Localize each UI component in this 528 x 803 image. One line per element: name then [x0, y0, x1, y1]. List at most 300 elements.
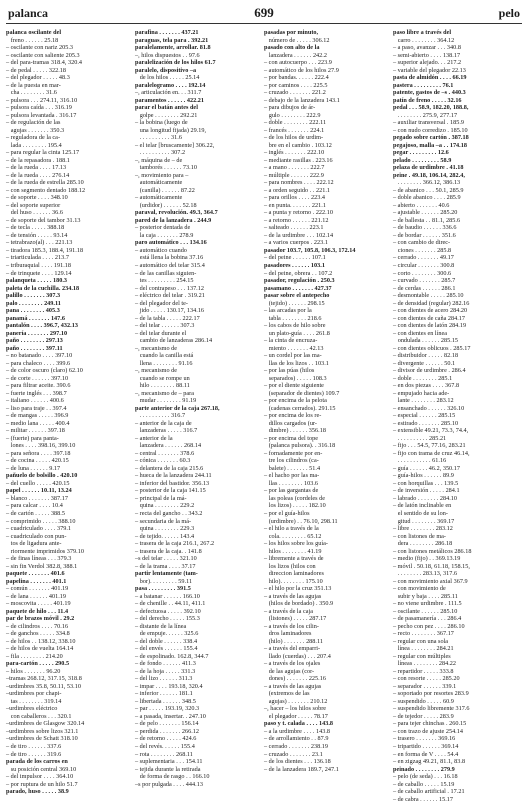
dictionary-entry: – con autocuerpo . . . 223.9	[264, 59, 332, 67]
dictionary-entry: – anterior de la caja de	[135, 419, 192, 427]
dictionary-entry: paso libre a través del	[393, 29, 452, 36]
dictionary-entry: partir lentamente (tam-	[135, 570, 198, 578]
dictionary-entry: – circular . . . . . . . 300.8	[393, 261, 455, 269]
dictionary-entry: – divisor de urdimbre . 286.4	[393, 367, 466, 375]
dictionary-entry: hilo). . . . . . . . 175.10	[264, 577, 323, 585]
dictionary-entry: ciones . . . . . . . 285.8	[393, 246, 452, 254]
dictionary-entry: – de la tabla . . . . . 222.17	[135, 314, 200, 322]
dictionary-entry: del huso . . . . . . 36.6	[6, 209, 63, 217]
dictionary-entry: – de la hoja . . . . . 331.3	[135, 667, 196, 675]
dictionary-entry: – para chaleco . . . . 399.6	[6, 359, 71, 367]
dictionary-entry: – con dientes de caña 284.17	[393, 314, 466, 322]
dictionary-entry: patente, gastos de –s . 440.3	[393, 89, 466, 97]
dictionary-entry: – de tejido. . . . . . 143.4	[135, 532, 195, 540]
dictionary-entry: tabla . . . . . . . . 218.6	[264, 314, 322, 322]
dictionary-entry: – de arrollamiento . . 87.9	[264, 735, 329, 743]
dictionary-entry: – triburaquial . . . . 191.18	[6, 261, 72, 269]
dictionary-entry: – de lana . . . . . . 401.19	[6, 592, 67, 600]
dictionary-entry: – de latón inclinable en	[393, 502, 452, 510]
dictionary-entry: cola. . . . . . . . . 65.12	[264, 532, 322, 540]
dictionary-entry: de las agujas (cor-	[264, 667, 315, 675]
dictionary-entry: – a orden seguido . . 221.1	[264, 186, 331, 194]
dictionary-entry: pegajoso, malla –a . . 174.18	[393, 141, 467, 149]
dictionary-entry: – de retorno . . . . . 424.6	[135, 735, 197, 743]
dictionary-entry: – medio lana . . . . . 400.4	[6, 419, 70, 427]
dictionary-entry: – inferior . . . . . . 181.1	[135, 690, 193, 698]
dictionary-entry: – a batanar . . . . . . 166.10	[135, 592, 200, 600]
dictionary-entry: dimbre) . . . . . . 356.18	[264, 427, 326, 435]
dictionary-entry: lante . . . . . . . . 283.12	[393, 397, 454, 405]
dictionary-entry: – a través de las agujas	[264, 682, 322, 690]
dictionary-entry: – distante de la línea	[135, 622, 187, 630]
dictionary-entry: paralelogramo . . . . 192.14	[135, 81, 206, 89]
dictionary-entry: – hueca de la lanzadera 244.11	[135, 472, 212, 480]
dictionary-entry: cuando la canilla está	[135, 352, 194, 360]
dictionary-entry: – posterior dentada de	[135, 224, 191, 232]
dictionary-entry: (extremos de las	[264, 690, 310, 698]
dictionary-entry: –s del telar . . . . . 321.10	[135, 555, 197, 563]
dictionary-entry: – de mangas . . . . . 396.9	[6, 412, 69, 420]
dictionary-entry: – a mano . . . . . . . 222.7	[264, 164, 325, 172]
dictionary-entry: paralelo, dispositivo –a	[135, 66, 197, 74]
dictionary-entry: paraguas, tela para . 392.21	[135, 36, 209, 44]
dictionary-entry: – divergente . . . . . . 50.1	[393, 359, 456, 367]
column-3	[264, 29, 390, 773]
dictionary-entry: – militar . . . . . . 397.18	[6, 427, 65, 435]
dictionary-entry: gitud . . . . . . . . 369.17	[393, 517, 455, 525]
dictionary-entry: llas . . . . . . . . 103.6	[264, 479, 319, 487]
dictionary-entry: – de cocina . . . . . 420.15	[6, 457, 69, 465]
dictionary-entry: – del peine, obrera . . 107.2	[264, 269, 333, 277]
dictionary-entry: – de la repasadora . 188.1	[6, 156, 70, 164]
dictionary-entry: paralelización de los hilos 61.7	[135, 59, 216, 67]
dictionary-entry: – del para-tramas 318.4, 320.4	[6, 59, 83, 67]
dictionary-entry: . . . . . . . . . . 31.6	[135, 134, 182, 142]
dictionary-entry: – de hilos de vuelta 164.14	[6, 645, 74, 653]
dictionary-entry: – blanco . . . . . . . 387.17	[6, 494, 68, 502]
dictionary-entry: pedal . . . 58.9, 182.20, 188.8,	[393, 104, 469, 112]
dictionary-entry: – fijo con trama de cruz 46.14,	[393, 449, 470, 457]
dictionary-entry: – oscilante con saliente 205.3	[6, 51, 80, 59]
dictionary-entry: mudar . . . . . . . . 91.19	[135, 397, 197, 405]
dictionary-entry: pasadas por minuto,	[264, 29, 319, 36]
dictionary-entry: – con nudo corredizo . 185.10	[393, 126, 468, 134]
dictionary-entry: pegado sobre cartón . 387.18	[393, 134, 469, 142]
dictionary-entry: quina . . . . . . . . 229.3	[135, 525, 195, 533]
dictionary-entry: para-cartón . . . . . 290.5	[6, 660, 70, 668]
column-1	[6, 29, 132, 796]
dictionary-entry: –, mecanismo de	[135, 367, 178, 375]
dictionary-entry: separados) . . . . . 108.3	[264, 374, 327, 382]
dictionary-entry: – extensible 49.21, 73.3, 74.4,	[393, 427, 469, 435]
dictionary-entry: paquete de hilo . . . 11.4	[6, 607, 69, 615]
dictionary-entry: – doble . . . . . . . . 285.1	[393, 374, 453, 382]
dictionary-entry: – de inversión . . . . . 284.1	[393, 487, 460, 495]
dictionary-entry: – reguladora de la ca-	[6, 134, 61, 142]
dictionary-entry: patín de freno . . . . . 32.16	[393, 96, 462, 104]
dictionary-entry: – cruzado . . . . . . . 23.1	[264, 750, 323, 758]
dictionary-entry: – doble . . . . . . . . 222.11	[264, 119, 327, 127]
dictionary-entry: – de ballesta . . 81.1, 285.6	[393, 216, 461, 224]
dictionary-entry: (tejido) . . . . . . 298.15	[264, 299, 325, 307]
dictionary-entry: – los hilos sobre los guía-	[264, 540, 328, 548]
dictionary-entry: parar el batán antes del	[135, 104, 198, 112]
dictionary-entry: pasadores . . . . . . 103.1	[264, 261, 325, 269]
dictionary-entry: paro automático . . . 134.16	[135, 239, 207, 247]
dictionary-entry: – pecho con pez . . . . 286.10	[393, 622, 465, 630]
dictionary-entry: – en punta. . . . . . . 221.1	[264, 201, 326, 209]
dictionary-entry: – fijo . . . 54.5, 77.16, 283.21	[393, 442, 466, 450]
dictionary-entry: –, mecanismo de – para	[135, 389, 195, 397]
dictionary-entry: – par . . . . . 193.19, 320.3	[135, 705, 200, 713]
dictionary-entry: – a través del emparri-	[264, 645, 321, 653]
dictionary-entry: –urdimbres eléctrico	[6, 705, 58, 713]
dictionary-entry: – recto . . . . . . . . 367.17	[393, 630, 454, 638]
dictionary-entry: automáticamente	[135, 179, 183, 187]
dictionary-entry: llena . . . . . . . . 91.16	[135, 359, 193, 367]
dictionary-entry: con caballeros . . . 320.1	[6, 712, 72, 720]
dictionary-entry: – suspendido libremente 317.6	[393, 705, 470, 713]
dictionary-entry: – con trazo de ajuste 254.14	[393, 727, 463, 735]
dictionary-entry: pelaza de urdimbre . 41.18	[393, 164, 464, 172]
dictionary-entry: – pelo (de seda) . . . 16.18	[393, 773, 458, 781]
dictionary-entry: llas de los lizos . . 103.1	[264, 359, 329, 367]
dictionary-entry: – eléctrico del telar . 319.21	[135, 292, 205, 300]
dictionary-entry: – a varios cuerpos . 223.1	[264, 239, 328, 247]
dictionary-entry: – regular con una sola	[393, 637, 449, 645]
dictionary-entry: – con listones metálicos 286.18	[393, 547, 472, 555]
dictionary-entry: – de hilos . . 138.12, 338.10	[6, 637, 76, 645]
dictionary-entry: pelado . . . . . . . . . 58.9	[393, 156, 452, 164]
dictionary-entry: – del telar durante el	[135, 329, 187, 337]
dictionary-entry: – común . . . . . . . 401.19	[6, 585, 69, 593]
dictionary-entry: . . . . . . . . . . 316.7	[135, 412, 186, 420]
dictionary-entry: . . . . . . . . . . 307.2	[135, 149, 186, 157]
dictionary-entry: – perdida . . . . . . . 266.12	[135, 727, 200, 735]
dictionary-entry: – por bandas. . . . . . 222.4	[264, 74, 329, 82]
dictionary-entry: – trasero . . . . . . . 369.16	[393, 735, 456, 743]
dictionary-entry: – cerrado . . . . . . . 49.17	[393, 254, 454, 262]
dictionary-entry: – sin fin Verdol 382.8, 388.1	[6, 562, 78, 570]
dictionary-entry: – regular con múltiples	[393, 652, 451, 660]
dictionary-entry: un plato-guía . . . . 261.8	[264, 329, 330, 337]
dictionary-entry: línea . . . . . . . . 284.21	[393, 645, 454, 653]
dictionary-entry: pasador, regulación . 250.3	[264, 277, 335, 285]
dictionary-entry: – de tecla . . . . . 388.18	[6, 224, 65, 232]
dictionary-entry: – defectuosa . . . . . 392.10	[135, 607, 201, 615]
dictionary-entry: el sentido de su lon-	[393, 510, 448, 517]
dictionary-entry: – con cambio de direc-	[393, 239, 451, 247]
dictionary-entry: pastera . . . . . . . . . 76.1	[393, 81, 454, 89]
dictionary-entry: – guía-hilos . . . . . . 89.9	[393, 472, 454, 480]
dictionary-entry: – con dientes de acero 284.20	[393, 307, 468, 315]
dictionary-entry: – con horquillas . . . 139.5	[393, 479, 459, 487]
dictionary-entry: – separador . . . . . . 339.1	[393, 682, 457, 690]
dictionary-entry: – impar . . . . 193.18, 320.4	[135, 682, 203, 690]
dictionary-entry: – corto . . . . . . . . 300.6	[393, 269, 452, 277]
dictionary-entry: – fornadamente por en-	[264, 449, 323, 457]
dictionary-entry: (palanca pulsora). . 316.18	[264, 442, 336, 450]
header-left-guide-word: palanca	[8, 6, 49, 20]
dictionary-entry: lanzadera . . . . . . 242.2	[264, 51, 327, 59]
dictionary-entry: dillos cargados (ur-	[264, 419, 317, 427]
dictionary-columns	[6, 29, 522, 803]
dictionary-entry: tamborés . . . . . . 73.10	[135, 164, 197, 172]
dictionary-entry: – con listones de ma-	[393, 532, 447, 540]
dictionary-entry: – por las gargantas de	[264, 487, 319, 495]
dictionary-entry: – móvil . 50.18, 61.18, 158.15,	[393, 562, 470, 570]
dictionary-entry: – un cordel por las ma-	[264, 352, 322, 360]
dictionary-entry: panamá . . . . . . . 147.6	[6, 314, 65, 322]
dictionary-entry: – el hilo por la cruz 351.13	[264, 585, 332, 593]
dictionary-entry: – por encima de la pelota	[264, 397, 327, 405]
dictionary-entry: – debajo de la lanzadera 143.1	[264, 96, 340, 104]
dictionary-entry: pasamano . . . . . . . 427.37	[264, 284, 332, 292]
dictionary-entry: – especial . . . . . . 285.15	[393, 412, 456, 420]
dictionary-entry: paso y t. calada . . . . 143.8	[264, 720, 334, 728]
page-number: 699	[254, 5, 274, 20]
dictionary-entry: – el hilo a través de la	[264, 525, 319, 533]
dictionary-entry: – en zigzag 49.21, 81.1, 83.8	[393, 758, 466, 766]
dictionary-entry: – del telar . . . . . . 307.3	[135, 322, 195, 330]
dictionary-entry: – de densidad (regular) 282.16	[393, 299, 470, 307]
dictionary-entry: – con dientes en línea	[393, 329, 448, 337]
dictionary-entry: de empuje. . . . . . 325.6	[135, 630, 199, 638]
dictionary-entry: las poleas (cordeles de	[264, 494, 325, 502]
dictionary-entry: (urdimbre) . . 76.10, 298.11	[264, 517, 338, 525]
dictionary-entry: par de brazos móvil . 29.2	[6, 615, 75, 623]
dictionary-entry: – del envés . . . . . . 155.4	[135, 645, 198, 653]
dictionary-entry: – de ganchos . . . . . 334.8	[6, 630, 70, 638]
dictionary-entry: – liso para traje . . 397.4	[6, 404, 67, 412]
dictionary-entry: – de corte . . . . . . 397.10	[6, 374, 69, 382]
dictionary-entry: – con movimiento axial 367.9	[393, 577, 468, 585]
dictionary-entry: agujas . . . . . . . 350.3	[6, 126, 65, 134]
dictionary-entry: – las arcadas por la	[264, 307, 312, 315]
dictionary-entry: – del soporte superior	[6, 201, 61, 209]
dictionary-entry: –urdimbres 35.8, 50.11, 53.10	[6, 682, 81, 690]
dictionary-entry: pasar sobre el antepecho	[264, 292, 330, 300]
dictionary-entry: – de tiro . . . . . . 337.6	[6, 742, 62, 750]
dictionary-entry: – de las canillas siguien-	[135, 269, 197, 277]
dictionary-entry: – de caballo . . . . . 15.19	[393, 780, 455, 788]
dictionary-entry: – fuerte inglés . . . 398.7	[6, 389, 67, 397]
dictionary-entry: – de abanico . . . 50.1, 285.9	[393, 186, 464, 194]
dictionary-entry: – por las púas (hilos	[264, 367, 315, 375]
dictionary-entry: una longitud fijada) 29.19,	[135, 126, 207, 134]
dictionary-entry: – de caballo artificial . 17.21	[393, 788, 465, 796]
dictionary-entry: – de baudio . . . . . . 336.6	[393, 224, 457, 232]
dictionary-entry: – tiradora 185.3, 188.4, 191.18	[6, 246, 84, 254]
dictionary-entry: – moscovita . . . . . 401.19	[6, 600, 71, 608]
dictionary-entry: tre los cilindros (ca-	[264, 457, 319, 465]
dictionary-entry: – (fuerte) para panta-	[6, 434, 59, 442]
dictionary-entry: – de tensión . . . . . 93.14	[6, 231, 68, 239]
dictionary-entry: paño . . . . . . . . 397.11	[6, 344, 63, 352]
dictionary-entry: dera . . . . . . . . 286.18	[393, 540, 453, 548]
dictionary-entry: tas . . . . . . . . 319.14	[6, 697, 62, 705]
dictionary-entry: – del cuello . . . . . 420.15	[6, 479, 70, 487]
dictionary-entry: – medio (fijo) . . 369.13.19	[393, 555, 461, 563]
dictionary-entry: –, articulación en. . . 311.7	[135, 89, 202, 97]
dictionary-entry: lanzaderas . . . . . 316.7	[135, 427, 198, 435]
dictionary-entry: – a través de la caja	[264, 607, 314, 615]
page-header	[0, 6, 528, 24]
dictionary-entry: – de regulación de las	[6, 119, 61, 127]
dictionary-entry: subir y baja . . . . 285.11	[393, 592, 458, 600]
dictionary-entry: – recta del gancho . . 343.2	[135, 510, 203, 517]
dictionary-entry: (canilla) . . . . . . 87.22	[135, 186, 195, 194]
dictionary-entry: – de cilindros . . . . 70.16	[6, 622, 69, 630]
dictionary-entry: – de soporte del tambor 31.13	[6, 216, 81, 224]
dictionary-entry: – de los dientes . . . 136.18	[264, 758, 331, 766]
dictionary-entry: – para calcar . . . . 10.4	[6, 502, 63, 510]
dictionary-entry: – mediante rasillas . 223.16	[264, 156, 333, 164]
dictionary-entry: – de cartón . . . . . 388.5	[6, 510, 65, 517]
dictionary-entry: – del plegador . . . . . 48.3	[6, 74, 70, 82]
dictionary-entry: parado, huso . . . . . 38.9	[6, 788, 69, 796]
dictionary-entry: los lizos (hilos con	[264, 562, 316, 570]
dictionary-entry: – oscilante con nariz 205.3	[6, 44, 74, 52]
dictionary-entry: – cónica . . . . . . . 60.3	[135, 457, 191, 465]
dictionary-entry: cha . . . . . . . . 31.6	[6, 89, 57, 97]
dictionary-entry: –, máquina de – de	[135, 156, 183, 164]
dictionary-entry: – de la trama . . . . 37.17	[135, 562, 196, 570]
dictionary-entry: – para filtrar aceite. 390.6	[6, 382, 71, 390]
dictionary-entry: (hilos de bordado) . 350.9	[264, 600, 334, 608]
dictionary-entry: – con dientes de latón 284.19	[393, 322, 467, 330]
dictionary-entry: – los cabos de hilo sobre	[264, 322, 326, 330]
dictionary-entry: palillo . . . . . . . 307.3	[6, 292, 61, 300]
dictionary-entry: – a paso, avanzar . . . 340.8	[393, 44, 461, 52]
dictionary-entry: – de los hilos de urdim-	[264, 134, 324, 142]
dictionary-entry: hilo . . . . . . . . 88.11	[135, 382, 190, 390]
dictionary-entry: – por el guía-hilos	[264, 510, 310, 517]
dictionary-entry: – automático del telar 315.4	[135, 261, 205, 269]
dictionary-entry: pantalón . . . . 396.7, 432.13	[6, 322, 78, 330]
dictionary-entry: – hilos . . . . . . . 96.20	[6, 667, 61, 675]
dictionary-entry: tes . . . . . . . . . 254.15	[135, 277, 194, 285]
dictionary-entry: – automáticamente	[135, 194, 183, 202]
dictionary-entry: – con movimiento de	[393, 585, 446, 593]
dictionary-entry: – tejida durante la retirada	[135, 765, 201, 773]
dictionary-entry: bor). . . . . . . . . 59.11	[135, 577, 193, 585]
dictionary-entry: – cerrado . . . . . . . 238.19	[264, 742, 329, 750]
dictionary-entry: – de fondo . . . . . . 411.3	[135, 660, 196, 668]
dictionary-entry: – ajustable . . . . . . 285.20	[393, 209, 458, 217]
dictionary-entry: – cuadriculado con pun-	[6, 532, 67, 540]
dictionary-entry: – empujado hacia ade-	[393, 389, 450, 397]
dictionary-entry: – de tiro . . . . . . 319.6	[6, 750, 62, 758]
dictionary-entry: – inferior del bastidor. 356.13	[135, 479, 210, 487]
dictionary-entry: pañuelo de bolsillo . 420.10	[6, 472, 78, 480]
dictionary-entry: direccion laminadores	[264, 570, 324, 578]
dictionary-entry: jido . . . . . 130.17, 134.16	[135, 307, 205, 315]
dictionary-entry: papelina . . . . . . . 401.1	[6, 577, 67, 585]
dictionary-entry: – italiano . . . . . . 400.6	[6, 397, 64, 405]
dictionary-entry: – múltiple . . . . . . 222.9	[264, 171, 324, 179]
dictionary-entry: – por el diente siguiente	[264, 382, 324, 390]
dictionary-entry: paquete . . . . . . . 401.6	[6, 570, 65, 578]
dictionary-entry: paraval, revolución. 49.3, 364.7	[135, 209, 218, 217]
dictionary-entry: paramentos . . . . . . 422.21	[135, 96, 204, 104]
dictionary-entry: – semi-abierto . . . . 138.17	[393, 51, 461, 59]
dictionary-entry: – de soporte . . . . 348.10	[6, 194, 68, 202]
dictionary-entry: . . . . . . . . 283.13, 317.6	[393, 570, 458, 578]
dictionary-entry: –urdimbres sobre lizos 321.1	[6, 727, 79, 735]
dictionary-entry: – de bordar . . . . . . 351.6	[393, 231, 456, 239]
dictionary-entry: riormente imprimidos 379.10	[6, 547, 84, 555]
dictionary-entry: – de pelo . . . . . . . 156.14	[135, 720, 199, 728]
dictionary-entry: – oscilante . . . . . . 285.10	[393, 607, 458, 615]
dictionary-entry: – de la rueda . . . . 276.14	[6, 171, 70, 179]
dictionary-entry: – tripartido . . . . . . 369.14	[393, 742, 459, 750]
dictionary-entry: – automático cuando	[135, 246, 187, 254]
dictionary-entry: paralelamente, arrollar. 81.8	[135, 44, 211, 52]
dictionary-entry: – libertada . . . . . . 348.5	[135, 697, 196, 705]
dictionary-entry: – con resorte . . . . . 285.20	[393, 675, 460, 683]
dictionary-entry: – para nombres . . . . 222.12	[264, 179, 334, 187]
dictionary-entry: – guía . . . . . . 46.2, 350.17	[393, 464, 460, 472]
dictionary-entry: – curvado . . . . . . . 285.7	[393, 277, 456, 285]
dictionary-entry: – pulsora levantada . 316.17	[6, 111, 77, 119]
dictionary-entry: panería . . . . . . . 297.10	[6, 329, 68, 337]
dictionary-entry: paleta de la cuchilla. 234.18	[6, 284, 80, 292]
dictionary-entry: – desmontable . . . . . 285.10	[393, 292, 464, 300]
dictionary-entry: – auxiliar transversal . 185.9	[393, 119, 465, 127]
dictionary-entry: –urdimbres por chapi-	[6, 690, 62, 698]
dictionary-entry: – libre . . . . . . . . 283.12	[393, 525, 453, 533]
column-4	[393, 29, 522, 803]
dictionary-entry: – por ruptura de un hilo 51.7	[6, 780, 78, 788]
dictionary-entry: – en forma de V . . . . 54.4	[393, 750, 459, 758]
dictionary-entry: bre en el cambio . 103.12	[264, 141, 332, 149]
dictionary-entry: – de la rueda . . . . 17.13	[6, 164, 67, 172]
dictionary-entry: llado (cuerdas) . . . 207.4	[264, 652, 331, 660]
dictionary-entry: –urdimbres de Glasgow 320.14	[6, 720, 85, 728]
dictionary-entry: – comprimido . . . . . 388.10	[6, 517, 76, 525]
dictionary-entry: de forma de rasgo . . 166.10	[135, 773, 210, 781]
dictionary-entry: –tramas 268.12, 317.15, 318.8	[6, 675, 82, 683]
dictionary-entry: – de la lanzadera 189.7, 247.1	[264, 765, 339, 773]
dictionary-entry: de los hilos . . . . . 25.14	[135, 74, 200, 82]
dictionary-entry: . . . . . . . . . . 285.21	[393, 434, 447, 442]
dictionary-entry: está llena la bobina 37.16	[135, 254, 204, 262]
dictionary-entry: –, hilos dispuestos . . 97.6	[135, 51, 200, 59]
dictionary-entry: tos de ligadura ante-	[6, 540, 62, 548]
dictionary-entry: pared de la lanzadera . 244.9	[135, 216, 212, 224]
dictionary-entry: – ensanchado . . . . . . 326.10	[393, 404, 465, 412]
dictionary-entry: – a punta y retorno . 222.10	[264, 209, 333, 217]
dictionary-entry: papel . . . . . . 10.11, 13.24	[6, 487, 72, 495]
dictionary-entry: – salteado . . . . . . 223.1	[264, 224, 324, 232]
dictionary-entry: –, movimiento para –	[135, 171, 189, 179]
dictionary-entry: lada . . . . . . . . 195.4	[6, 141, 62, 149]
dictionary-entry: – estirado . . . . . . . 285.10	[393, 419, 459, 427]
dictionary-entry: – de pasamanería . . . 286.4	[393, 615, 462, 623]
dictionary-entry: – cuadriculado . . . . 379.1	[6, 525, 71, 533]
dictionary-entry: . . . . . . . . . . . 61.16	[393, 457, 447, 465]
dictionary-entry: – doble abanico . . . . 285.9	[393, 194, 461, 202]
dictionary-entry: gulo . . . . . . . . 222.9	[264, 111, 321, 119]
dictionary-entry: – libremente a través de	[264, 555, 324, 563]
dictionary-entry: – posterior de la caja 141.15	[135, 487, 206, 495]
dictionary-entry: – no batanado . . . . 397.10	[6, 352, 73, 360]
dictionary-entry: su posición central 369.10	[6, 765, 77, 773]
dictionary-entry: (urdidor) . . . . . . 52.18	[135, 201, 197, 209]
dictionary-entry: – a través de las agujas	[264, 592, 322, 600]
dictionary-entry: agujas) . . . . . . . 210.12	[264, 697, 328, 705]
